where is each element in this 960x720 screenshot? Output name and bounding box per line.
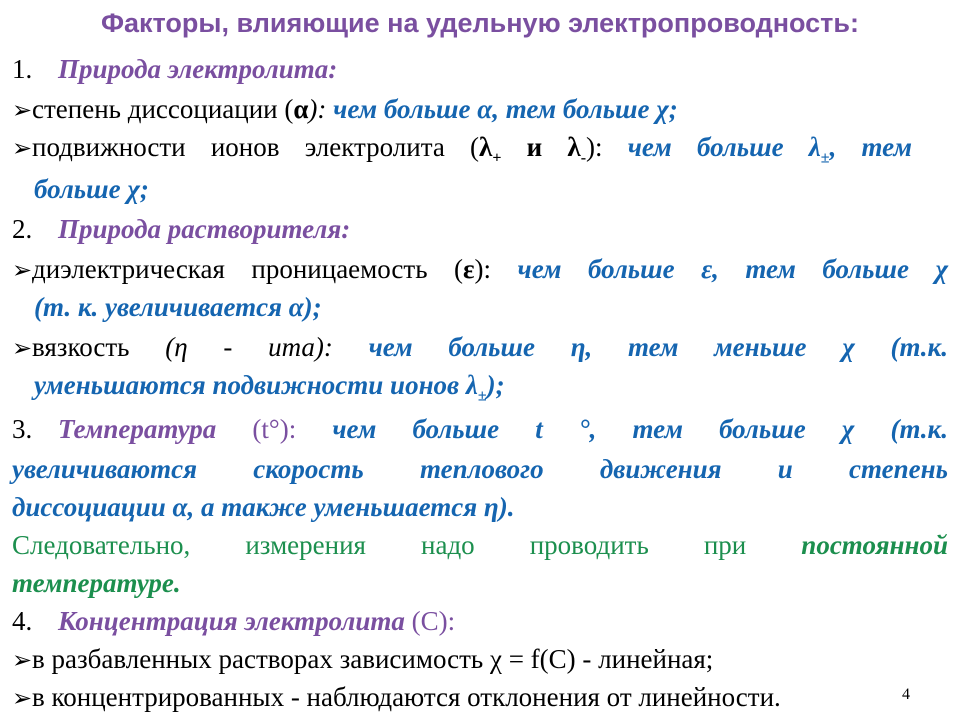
text-run: чем больше λ — [627, 132, 821, 162]
arrowhead-bullet-icon: ➢ — [12, 96, 33, 124]
section-2-bullet-2 — [12, 330, 948, 365]
text-run: степень диссоциации ( — [32, 94, 294, 124]
text-run: ε — [463, 254, 475, 284]
section-1-bullet-1 — [12, 92, 948, 127]
section-3-line-1 — [12, 412, 948, 446]
arrowhead-bullet-icon: ➢ — [12, 334, 33, 362]
text-run: ): — [586, 132, 628, 162]
text-run: больше χ; — [34, 174, 149, 204]
section-4-heading — [12, 604, 948, 638]
section-3-title: Температура — [58, 414, 217, 444]
text-run: + — [492, 149, 502, 167]
text-run: , тем — [829, 132, 912, 162]
section-2-bullet-1-cont — [12, 290, 960, 324]
text-run: подвижности ионов электролита ( — [32, 132, 480, 162]
text-run: (т. к. увеличивается α); — [34, 292, 322, 322]
text-run: температуре. — [12, 568, 181, 598]
conclusion-line-2 — [12, 566, 948, 600]
section-3-number: 3. — [12, 414, 33, 444]
text-run: (t°): — [216, 414, 333, 444]
section-4-bullet-2 — [12, 680, 948, 715]
section-2-bullet-2-cont — [12, 368, 960, 413]
text-run: ± — [820, 149, 830, 167]
text-run: и λ — [501, 132, 581, 162]
section-4-number: 4. — [12, 606, 33, 636]
text-run: увеличиваются скорость теплового движения и степень — [12, 454, 948, 484]
section-4-title: Концентрация электролита — [58, 606, 405, 636]
text-run: вязкость — [32, 332, 166, 362]
text-run: чем больше ε, тем больше χ — [517, 254, 948, 284]
text-run: (С): — [404, 606, 456, 636]
text-run: ): — [308, 94, 334, 124]
text-run: постоянной — [801, 530, 948, 560]
section-1-bullet-2-cont — [12, 172, 960, 206]
text-run: диэлектрическая проницаемость ( — [32, 254, 463, 284]
text-run: ± — [477, 387, 487, 405]
section-3-line-2 — [12, 452, 948, 486]
text-run: уменьшаются подвижности ионов λ — [34, 370, 478, 400]
page-number: 4 — [902, 686, 910, 703]
text-run: в разбавленных растворах зависимость χ = f(С) - линейная; — [32, 644, 714, 674]
text-run: Следовательно, измерения надо проводить при — [12, 530, 802, 560]
section-1-title: Природа электролита: — [58, 54, 338, 84]
text-run: (η - ита): — [165, 332, 333, 362]
text-run: чем больше η, тем меньше χ (т.к. — [332, 332, 948, 362]
section-1-bullet-2 — [12, 130, 912, 175]
arrowhead-bullet-icon: ➢ — [12, 684, 33, 712]
text-run: в концентрированных - наблюдаются отклонения от линейности. — [32, 682, 781, 712]
text-run: чем больше α, тем больше χ; — [333, 94, 678, 124]
section-2-number: 2. — [12, 214, 33, 244]
section-1-number: 1. — [12, 54, 33, 84]
text-run: ): — [474, 254, 518, 284]
text-run: α — [293, 94, 309, 124]
text-run: λ — [479, 132, 493, 162]
arrowhead-bullet-icon: ➢ — [12, 134, 33, 162]
arrowhead-bullet-icon: ➢ — [12, 256, 33, 284]
section-2-title: Природа растворителя: — [58, 214, 351, 244]
arrowhead-bullet-icon: ➢ — [12, 646, 33, 674]
section-4-bullet-1 — [12, 642, 948, 677]
text-run: - — [580, 149, 587, 167]
section-3-line-3 — [12, 490, 948, 524]
section-1-heading — [12, 52, 948, 86]
section-2-heading — [12, 212, 948, 246]
text-run: диссоциации α, а также уменьшается η). — [12, 492, 515, 522]
text-run: ); — [486, 370, 505, 400]
slide-title: Факторы, влияющие на удельную электропроводность: — [100, 8, 859, 38]
text-run: чем больше t °, тем больше χ (т.к. — [332, 414, 948, 444]
conclusion-line-1 — [12, 528, 948, 562]
section-2-bullet-1 — [12, 252, 948, 287]
